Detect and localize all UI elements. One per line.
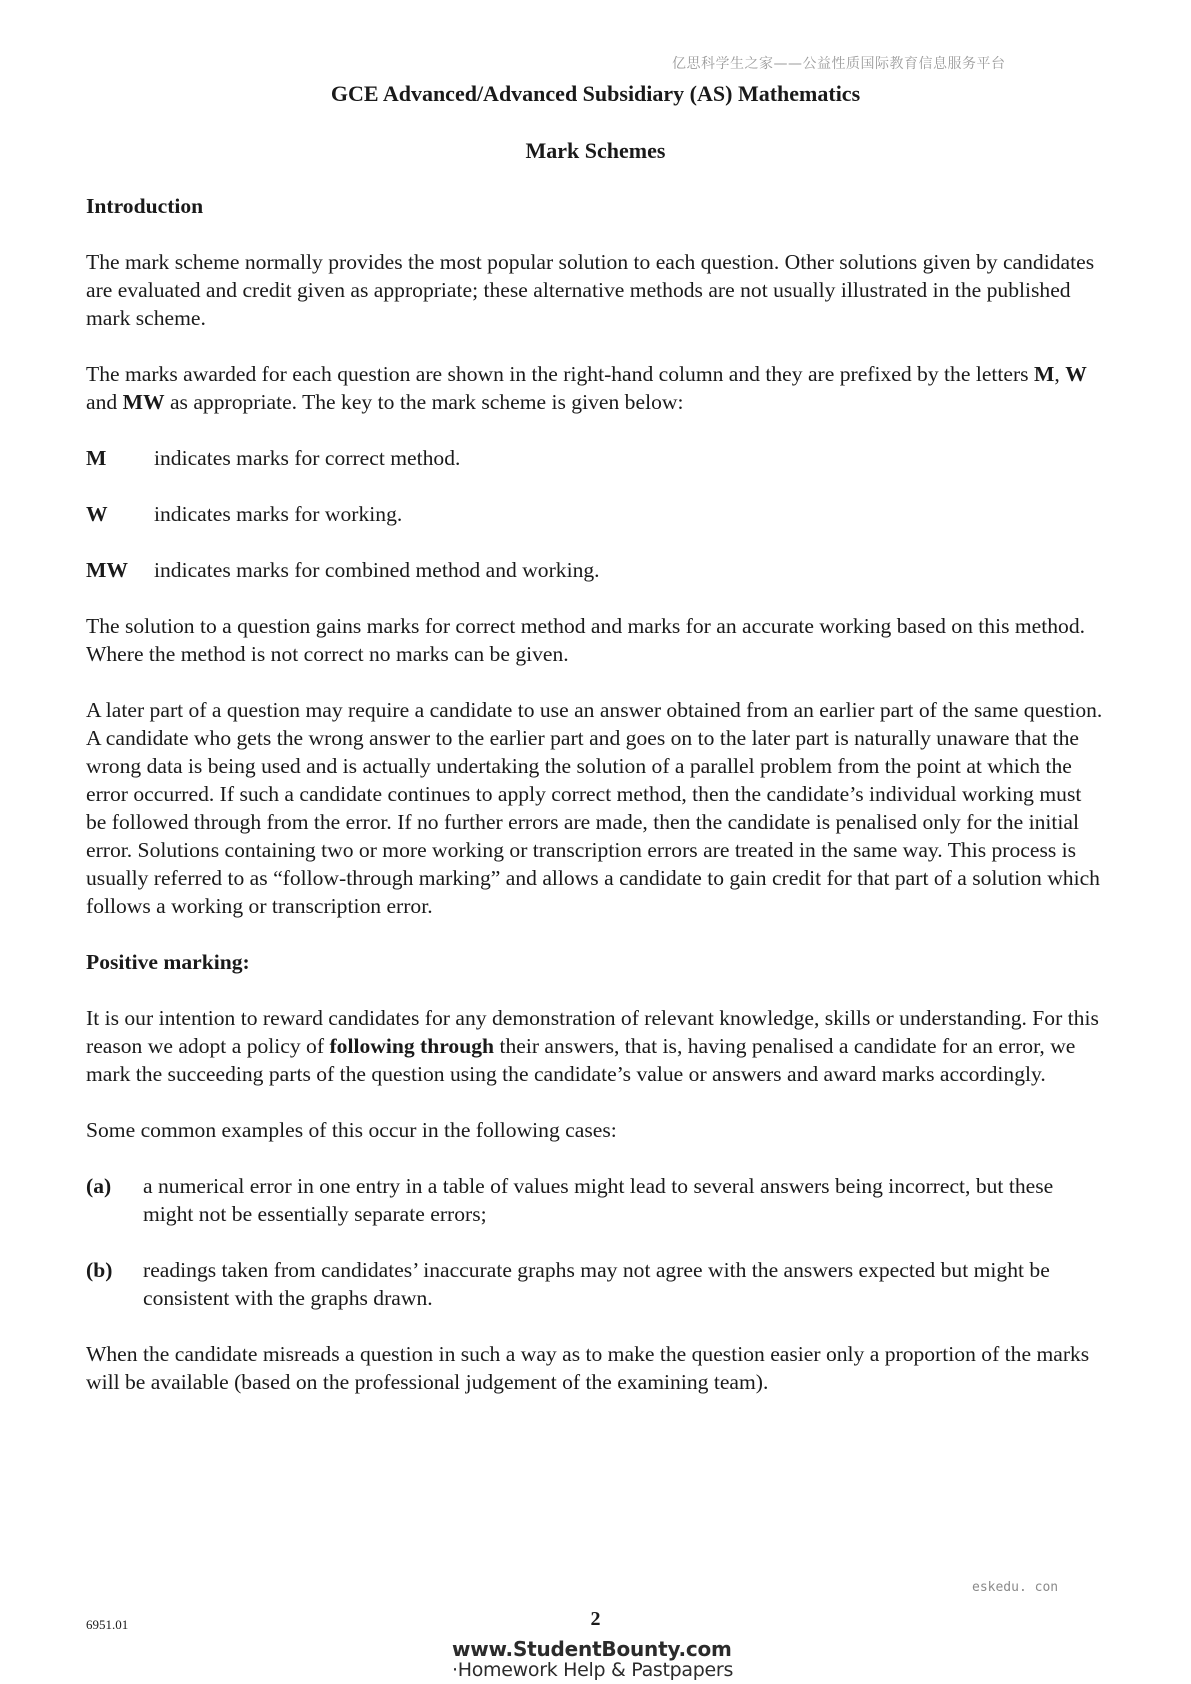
case-label: (a): [86, 1174, 112, 1198]
paragraph-6: Some common examples of this occur in the following cases:: [86, 1118, 617, 1142]
key-code: MW: [86, 558, 128, 582]
key-text: indicates marks for combined method and working.: [154, 558, 600, 582]
page-number: 2: [590, 1608, 601, 1630]
paragraph-4: A later part of a question may require a candidate to use an answer obtained from an earlier part of the same question. A candidate who gets the wrong answer to the earlier part and goes on to the later part is naturally unaware that the wrong data is being used and is actually undertaking the solution of a parallel problem from the point at which the error occurred. If such a candidate continues to apply correct method, then the candidate’s individual working must be followed through from the error. If no further errors are made, then the candidate is penalised only for the initial error. Solutions containing two or more working or transcription errors are treated in the same way. This process is usually referred to as “follow-through marking” and allows a candidate to gain credit for that part of a solution which follows a working or transcription error.: [86, 698, 1103, 918]
key-text: indicates marks for correct method.: [154, 446, 461, 470]
logo-tagline: ·Homework Help & Pastpapers: [452, 1659, 734, 1681]
paragraph-2: The marks awarded for each question are shown in the right-hand column and they are prefixed by the letters M, W and MW as appropriate. The key to the mark scheme is given below:: [86, 362, 1087, 414]
case-text: a numerical error in one entry in a table of values might lead to several answers being incorrect, but these might not be essentially separate errors;: [143, 1174, 1054, 1226]
document-body: [86, 192, 1106, 1424]
paragraph-1: The mark scheme normally provides the most popular solution to each question. Other solutions given by candidates are evaluated and credit given as appropriate; these alternative methods are not usually illustrated in the published mark scheme.: [86, 250, 1095, 330]
logo-url: www.StudentBounty.com: [452, 1637, 732, 1661]
key-code: W: [86, 502, 108, 526]
bottom-watermark: eskedu. con: [972, 1580, 1059, 1595]
document-title: GCE Advanced/Advanced Subsidiary (AS) Mathematics: [330, 81, 861, 106]
key-item-mw: [86, 556, 1106, 584]
positive-marking-heading: Positive marking:: [86, 950, 250, 974]
document-subtitle: Mark Schemes: [525, 138, 666, 163]
paragraph-7: When the candidate misreads a question in such a way as to make the question easier only a proportion of the marks will be available (based on the professional judgement of the examining team).: [86, 1342, 1090, 1394]
key-code: M: [86, 446, 107, 470]
introduction-heading: Introduction: [86, 194, 204, 218]
footer-code: 6951.01: [86, 1617, 129, 1632]
studentbounty-logo[interactable]: [452, 1638, 748, 1684]
case-text: readings taken from candidates’ inaccurate graphs may not agree with the answers expected but might be consistent with the graphs drawn.: [143, 1258, 1050, 1310]
paragraph-5: It is our intention to reward candidates for any demonstration of relevant knowledge, skills or understanding. For this reason we adopt a policy of following through their answers, that is, having penalised a candidate for an error, we mark the succeeding parts of the question using the candidate’s value or answers and award marks accordingly.: [86, 1006, 1099, 1086]
paragraph-3: The solution to a question gains marks for correct method and marks for an accurate working based on this method. Where the method is not correct no marks can be given.: [86, 614, 1086, 666]
key-item-m: [86, 444, 1106, 472]
case-a: [86, 1172, 1106, 1228]
case-label: (b): [86, 1258, 113, 1282]
case-b: [86, 1256, 1106, 1312]
key-text: indicates marks for working.: [154, 502, 403, 526]
key-item-w: [86, 500, 1106, 528]
top-watermark: 亿思科学生之家——公益性质国际教育信息服务平台: [672, 56, 1006, 72]
